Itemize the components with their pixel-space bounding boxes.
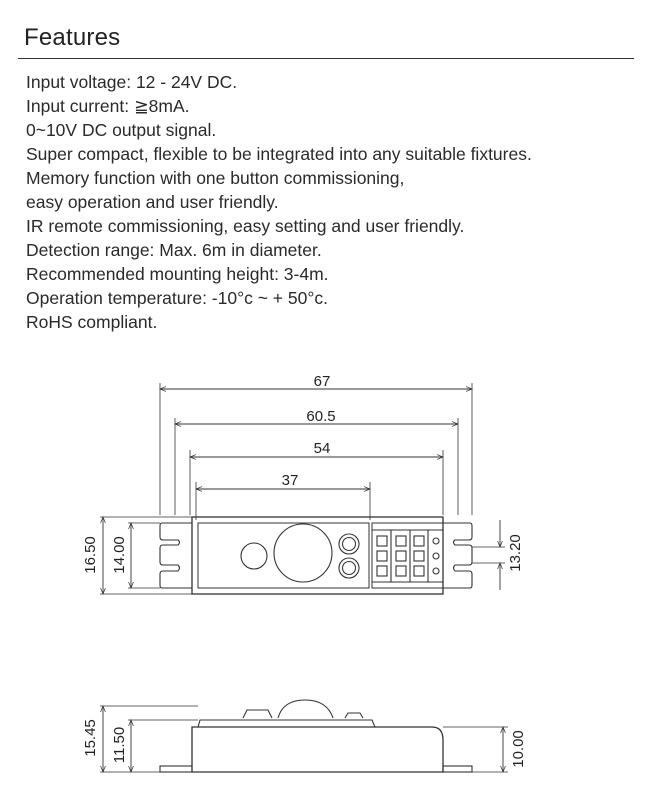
feature-item: IR remote commissioning, easy setting and user friendly.: [26, 216, 465, 236]
dim-label-54: 54: [313, 440, 331, 457]
dim-label-14-00: 14.00: [111, 536, 128, 574]
feature-item: Recommended mounting height: 3-4m.: [26, 264, 329, 284]
top-view: [100, 383, 505, 594]
terminal-block: [372, 523, 443, 588]
feature-item: easy operation and user friendly.: [26, 192, 279, 212]
sensor-lens: [274, 524, 332, 582]
feature-item: Input current: ≧8mA.: [26, 96, 190, 116]
feature-item: Super compact, flexible to be integrated into any suitable fixtures.: [26, 144, 532, 164]
feature-item: Detection range: Max. 6m in diameter.: [26, 240, 322, 260]
dim-label-13-20: 13.20: [507, 534, 524, 572]
feature-item: RoHS compliant.: [26, 312, 158, 332]
dim-label-16-50: 16.50: [82, 536, 99, 574]
dim-label-37: 37: [281, 472, 299, 489]
dim-label-15-45: 15.45: [82, 719, 99, 757]
side-view: [100, 700, 508, 772]
dim-label-60-5: 60.5: [306, 408, 336, 425]
dim-label-67: 67: [313, 373, 331, 390]
feature-item: 0~10V DC output signal.: [26, 120, 217, 140]
dim-label-11-50: 11.50: [111, 726, 128, 764]
dim-label-10-00: 10.00: [510, 730, 527, 768]
feature-item: Input voltage: 12 - 24V DC.: [26, 72, 238, 92]
section-title: Features: [24, 24, 121, 51]
housing-side: [192, 727, 443, 772]
feature-item: Operation temperature: -10°c ~ + 50°c.: [26, 288, 328, 308]
feature-item: Memory function with one button commissioning,: [26, 168, 405, 188]
sensor-small: [241, 543, 267, 569]
